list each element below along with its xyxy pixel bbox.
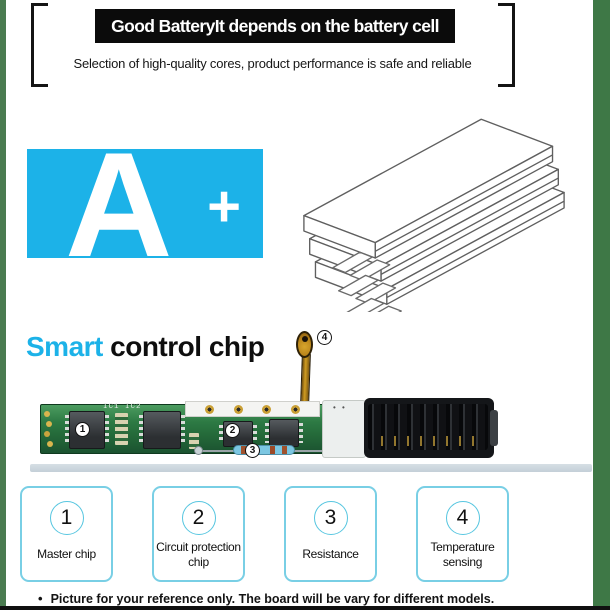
resistor-array bbox=[115, 413, 128, 445]
feature-number-circle bbox=[314, 501, 348, 535]
callout-3: 3 bbox=[245, 443, 260, 458]
feature-label: Master chip bbox=[37, 547, 96, 562]
ic-chip-2 bbox=[269, 419, 299, 447]
feature-number-circle bbox=[446, 501, 480, 535]
battery-cells-drawing bbox=[276, 100, 592, 312]
edge-gold-pads bbox=[44, 411, 50, 417]
solder-joint bbox=[194, 446, 203, 455]
test-pad-strip bbox=[185, 401, 320, 417]
footnote bbox=[38, 591, 578, 606]
circuit-board bbox=[38, 392, 500, 464]
callout-2: 2 bbox=[225, 423, 240, 438]
feature-card-resistance bbox=[284, 486, 377, 582]
heading-rest: control chip bbox=[102, 331, 265, 362]
footnote-bullet: • bbox=[38, 591, 43, 606]
grade-badge-art bbox=[27, 149, 263, 258]
feature-card-master-chip bbox=[20, 486, 113, 582]
test-pad bbox=[205, 405, 214, 414]
ic-chip bbox=[143, 411, 181, 449]
connector-housing-white bbox=[322, 400, 366, 458]
feature-number: 1 bbox=[60, 506, 73, 529]
left-bracket-decoration bbox=[31, 3, 48, 87]
feature-number: 4 bbox=[456, 506, 469, 529]
battery-connector bbox=[364, 398, 494, 458]
test-pad bbox=[262, 405, 271, 414]
feature-label: Circuit protection chip bbox=[156, 540, 241, 569]
right-green-band bbox=[593, 0, 610, 610]
board-shadow bbox=[30, 464, 592, 472]
feature-number-circle bbox=[50, 501, 84, 535]
feature-label: Temperature sensing bbox=[430, 540, 495, 569]
feature-number: 3 bbox=[324, 506, 337, 529]
connector-pin-contacts bbox=[372, 436, 484, 446]
feature-label: Resistance bbox=[302, 547, 359, 562]
grade-letter: A bbox=[65, 149, 173, 258]
title-text: Good BatteryIt depends on the battery cell bbox=[111, 15, 439, 36]
subtitle-text: Selection of high-quality cores, product performance is safe and reliable bbox=[73, 56, 472, 71]
heading-highlight: Smart bbox=[26, 331, 103, 362]
callout-1: 1 bbox=[75, 422, 90, 437]
left-green-band bbox=[0, 0, 6, 610]
section-heading bbox=[26, 331, 264, 363]
resistor bbox=[233, 445, 295, 455]
footnote-text: Picture for your reference only. The board will be vary for different models. bbox=[50, 592, 495, 606]
feature-number: 2 bbox=[192, 506, 205, 529]
silkscreen-label: IC1 IC2 bbox=[103, 403, 142, 411]
feature-card-temperature bbox=[416, 486, 509, 582]
temperature-sensor-head bbox=[296, 331, 313, 358]
plus-sign: + bbox=[207, 174, 241, 239]
pcb-green-board bbox=[40, 404, 370, 454]
test-pad bbox=[291, 405, 300, 414]
grade-a-plus-badge bbox=[27, 149, 263, 258]
right-bracket-decoration bbox=[498, 3, 515, 87]
feature-cards bbox=[20, 486, 509, 582]
title-banner bbox=[95, 9, 455, 43]
feature-card-protection-chip bbox=[152, 486, 245, 582]
test-pad bbox=[234, 405, 243, 414]
bottom-black-band bbox=[0, 606, 610, 610]
callout-4: 4 bbox=[317, 330, 332, 345]
feature-number-circle bbox=[182, 501, 216, 535]
